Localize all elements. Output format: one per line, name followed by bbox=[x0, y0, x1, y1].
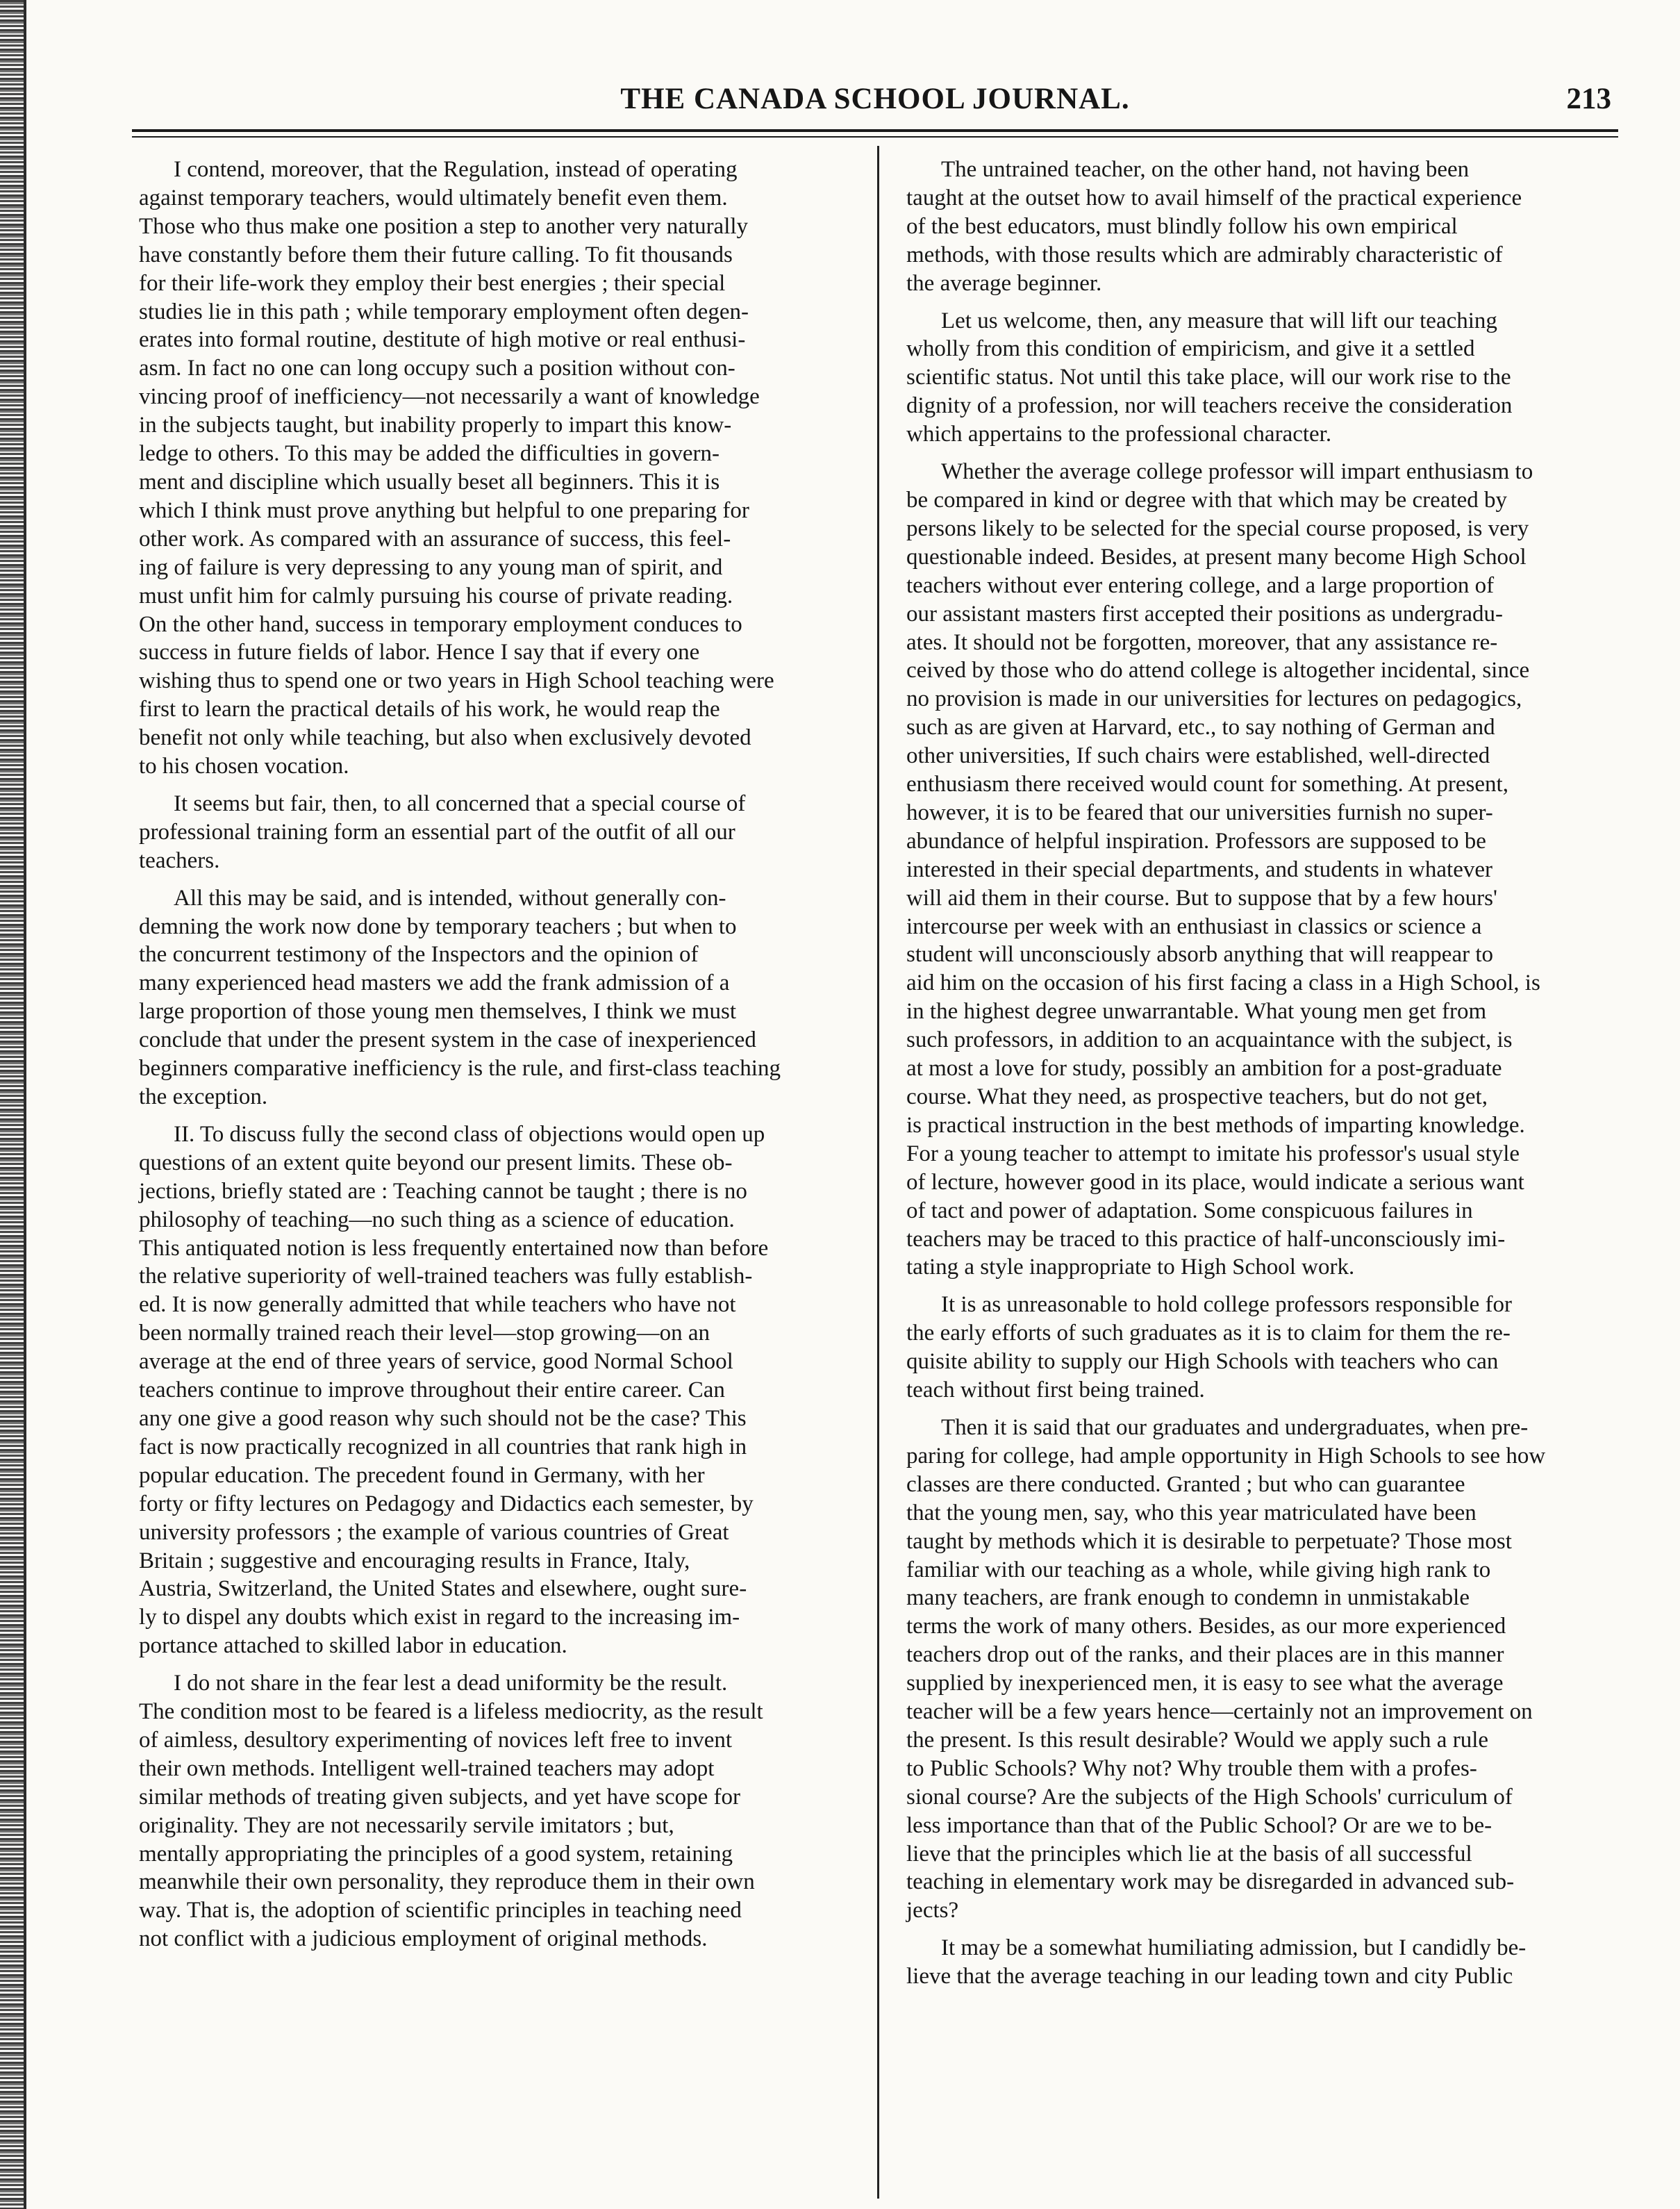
text-line: for their life-work they employ their best energies ; their special bbox=[139, 270, 726, 296]
paragraph bbox=[139, 790, 882, 875]
text-line: against temporary teachers, would ultimately benefit even them. bbox=[139, 185, 728, 210]
text-line: many teachers, are frank enough to condemn in unmistakable bbox=[906, 1585, 1470, 1611]
text-line: teachers drop out of the ranks, and their places are in this manner bbox=[906, 1642, 1504, 1668]
text-line: professional training form an essential part of the outfit of all our bbox=[139, 819, 735, 845]
text-line: ledge to others. To this may be added the difficulties in govern- bbox=[139, 441, 720, 467]
text-line: Then it is said that our graduates and undergraduates, when pre- bbox=[941, 1414, 1529, 1440]
text-line: the relative superiority of well-trained teachers was fully establish- bbox=[139, 1264, 753, 1289]
text-line: their own methods. Intelligent well-trained teachers may adopt bbox=[139, 1755, 715, 1781]
text-line: teach without first being trained. bbox=[906, 1377, 1205, 1403]
text-line: not conflict with a judicious employment of original methods. bbox=[139, 1926, 708, 1952]
text-line: have constantly before them their future calling. To fit thousands bbox=[139, 242, 733, 267]
text-line: taught by methods which it is desirable to perpetuate? Those most bbox=[906, 1528, 1512, 1554]
text-line: abundance of helpful inspiration. Professors are supposed to be bbox=[906, 828, 1486, 854]
paragraph bbox=[906, 1414, 1615, 1925]
text-line: the early efforts of such graduates as it is to claim for them the re- bbox=[906, 1321, 1511, 1346]
text-line: teachers. bbox=[139, 847, 220, 873]
text-line: Whether the average college professor will impart enthusiasm to bbox=[941, 459, 1533, 485]
text-line: It is as unreasonable to hold college professors responsible for bbox=[941, 1292, 1513, 1318]
text-line: Let us welcome, then, any measure that will lift our teaching bbox=[941, 308, 1497, 333]
text-line: paring for college, had ample opportunity in High Schools to see how bbox=[906, 1443, 1546, 1468]
text-line: vincing proof of inefficiency—not necessarily a want of knowledge bbox=[139, 384, 760, 410]
text-line: Those who thus make one position a step to another very naturally bbox=[139, 213, 749, 239]
text-line: teacher will be a few years hence—certainly not an improvement on bbox=[906, 1699, 1533, 1725]
text-line: jects? bbox=[906, 1898, 959, 1923]
text-line: such as are given at Harvard, etc., to say nothing of German and bbox=[906, 715, 1495, 741]
text-line: terms the work of many others. Besides, as our more experienced bbox=[906, 1614, 1506, 1639]
text-line: other universities, If such chairs were established, well-directed bbox=[906, 743, 1490, 769]
binding-shadow bbox=[24, 0, 26, 2209]
header-rule-thin bbox=[132, 136, 1618, 138]
text-line: studies lie in this path ; while temporary employment often degen- bbox=[139, 299, 749, 324]
text-line: II. To discuss fully the second class of objections would open up bbox=[174, 1121, 765, 1147]
text-line: university professors ; the example of various countries of Great bbox=[139, 1519, 729, 1545]
text-line: no provision is made in our universities for lectures on pedagogics, bbox=[906, 686, 1522, 712]
text-line: in the highest degree unwarrantable. What young men get from bbox=[906, 999, 1487, 1025]
text-line: mentally appropriating the principles of a good system, retaining bbox=[139, 1841, 733, 1867]
paragraph bbox=[139, 156, 882, 781]
paragraph bbox=[906, 458, 1615, 1282]
text-line: of the best educators, must blindly follow his own empirical bbox=[906, 213, 1458, 239]
paragraph bbox=[139, 1120, 882, 1660]
text-line: many experienced head masters we add the frank admission of a bbox=[139, 970, 730, 996]
text-line: Britain ; suggestive and encouraging results in France, Italy, bbox=[139, 1548, 690, 1573]
text-line: success in future fields of labor. Hence I say that if every one bbox=[139, 640, 700, 665]
text-line: however, it is to be feared that our universities furnish no super- bbox=[906, 800, 1493, 825]
book-binding-edge bbox=[0, 0, 24, 2209]
page-header bbox=[132, 78, 1618, 126]
text-line: average at the end of three years of service, good Normal School bbox=[139, 1349, 733, 1375]
text-line: wholly from this condition of empiricism, and give it a settled bbox=[906, 336, 1475, 362]
text-line: tating a style inappropriate to High School work. bbox=[906, 1255, 1355, 1280]
text-line: ceived by those who do attend college is altogether incidental, since bbox=[906, 658, 1530, 684]
right-column bbox=[906, 156, 1615, 2000]
text-line: familiar with our teaching as a whole, while giving high rank to bbox=[906, 1557, 1491, 1582]
text-line: other work. As compared with an assurance of success, this feel- bbox=[139, 526, 731, 552]
text-line: at most a love for study, possibly an ambition for a post-graduate bbox=[906, 1056, 1502, 1082]
text-line: sional course? Are the subjects of the High Schools' curriculum of bbox=[906, 1784, 1513, 1810]
text-line: teaching in elementary work may be disregarded in advanced sub- bbox=[906, 1869, 1515, 1895]
text-line: similar methods of treating given subjects, and yet have scope for bbox=[139, 1784, 741, 1810]
text-line: is practical instruction in the best methods of imparting knowledge. bbox=[906, 1112, 1525, 1138]
text-line: jections, briefly stated are : Teaching cannot be taught ; there is no bbox=[139, 1178, 747, 1204]
text-line: popular education. The precedent found in Germany, with her bbox=[139, 1462, 705, 1488]
text-line: I do not share in the fear lest a dead uniformity be the result. bbox=[174, 1671, 728, 1696]
text-line: ed. It is now generally admitted that while teachers who have not bbox=[139, 1292, 736, 1318]
text-line: that the young men, say, who this year matriculated have been bbox=[906, 1500, 1477, 1525]
text-line: which appertains to the professional character. bbox=[906, 422, 1332, 447]
text-line: teachers without ever entering college, and a large proportion of bbox=[906, 572, 1495, 598]
text-line: The condition most to be feared is a lifeless mediocrity, as the result bbox=[139, 1699, 763, 1725]
text-line: Austria, Switzerland, the United States and elsewhere, ought sure- bbox=[139, 1576, 747, 1602]
text-line: wishing thus to spend one or two years in High School teaching were bbox=[139, 668, 774, 694]
text-line: student will unconsciously absorb anything that will reappear to bbox=[906, 942, 1493, 968]
text-line: classes are there conducted. Granted ; but who can guarantee bbox=[906, 1471, 1465, 1497]
text-line: way. That is, the adoption of scientific principles in teaching need bbox=[139, 1898, 742, 1923]
paragraph bbox=[906, 307, 1615, 449]
text-line: any one give a good reason why such should not be the case? This bbox=[139, 1405, 747, 1431]
text-line: questionable indeed. Besides, at present many become High School bbox=[906, 544, 1527, 570]
text-line: persons likely to be selected for the special course proposed, is very bbox=[906, 515, 1529, 541]
text-line: supplied by inexperienced men, it is easy to see what the average bbox=[906, 1671, 1504, 1696]
paragraph bbox=[906, 1291, 1615, 1405]
text-line: conclude that under the present system in the case of inexperienced bbox=[139, 1027, 756, 1053]
text-line: interested in their special departments, and students in whatever bbox=[906, 857, 1492, 882]
header-rule-thick bbox=[132, 129, 1618, 132]
text-line: the present. Is this result desirable? Would we apply such a rule bbox=[906, 1727, 1489, 1753]
text-line: ment and discipline which usually beset all beginners. This it is bbox=[139, 469, 720, 495]
text-line: the average beginner. bbox=[906, 270, 1102, 296]
text-line: must unfit him for calmly pursuing his course of private reading. bbox=[139, 583, 733, 609]
text-line: of lecture, however good in its place, would indicate a serious want bbox=[906, 1169, 1524, 1195]
text-line: dignity of a profession, nor will teachers receive the consideration bbox=[906, 393, 1513, 419]
text-line: be compared in kind or degree with that which may be created by bbox=[906, 487, 1508, 513]
text-line: will aid them in their course. But to suppose that by a few hours' bbox=[906, 885, 1497, 911]
text-line: of aimless, desultory experimenting of novices left free to invent bbox=[139, 1727, 733, 1753]
text-line: It may be a somewhat humiliating admission, but I candidly be- bbox=[941, 1935, 1527, 1961]
text-line: On the other hand, success in temporary employment conduces to bbox=[139, 611, 742, 637]
text-line: which I think must prove anything but helpful to one preparing for bbox=[139, 497, 749, 523]
page-number: 213 bbox=[1566, 83, 1611, 115]
text-line: portance attached to skilled labor in education. bbox=[139, 1633, 567, 1659]
paragraph bbox=[139, 884, 882, 1111]
text-line: forty or fifty lectures on Pedagogy and Didactics each semester, by bbox=[139, 1491, 754, 1516]
text-line: lieve that the principles which lie at the basis of all successful bbox=[906, 1841, 1472, 1867]
text-line: demning the work now done by temporary teachers ; but when to bbox=[139, 913, 737, 939]
text-line: teachers continue to improve throughout their entire career. Can bbox=[139, 1377, 725, 1403]
text-line: large proportion of those young men themselves, I think we must bbox=[139, 999, 736, 1025]
text-line: our assistant masters first accepted their positions as undergradu- bbox=[906, 601, 1503, 627]
text-line: questions of an extent quite beyond our present limits. These ob- bbox=[139, 1150, 733, 1175]
journal-title: THE CANADA SCHOOL JOURNAL. bbox=[620, 83, 1130, 115]
text-line: in the subjects taught, but inability properly to impart this know- bbox=[139, 413, 732, 438]
text-line: less importance than that of the Public School? Or are we to be- bbox=[906, 1812, 1492, 1838]
text-line: The untrained teacher, on the other hand, not having been bbox=[941, 157, 1470, 182]
column-divider bbox=[877, 146, 879, 2199]
text-line: lieve that the average teaching in our leading town and city Public bbox=[906, 1964, 1513, 1989]
text-line: such professors, in addition to an acquaintance with the subject, is bbox=[906, 1027, 1513, 1053]
text-line: the concurrent testimony of the Inspectors and the opinion of bbox=[139, 942, 699, 968]
text-line: I contend, moreover, that the Regulation, instead of operating bbox=[174, 157, 738, 182]
text-line: intercourse per week with an enthusiast in classics or science a bbox=[906, 913, 1482, 939]
text-line: beginners comparative inefficiency is the rule, and first-class teaching bbox=[139, 1056, 781, 1082]
text-line: to his chosen vocation. bbox=[139, 754, 349, 779]
text-line: aid him on the occasion of his first facing a class in a High School, is bbox=[906, 970, 1540, 996]
text-line: teachers may be traced to this practice of half-unconsciously imi- bbox=[906, 1226, 1506, 1252]
paragraph bbox=[906, 1934, 1615, 1991]
text-line: ing of failure is very depressing to any young man of spirit, and bbox=[139, 554, 723, 580]
text-line: fact is now practically recognized in all countries that rank high in bbox=[139, 1434, 747, 1459]
text-line: This antiquated notion is less frequently entertained now than before bbox=[139, 1235, 769, 1261]
left-column bbox=[139, 156, 882, 1962]
text-line: meanwhile their own personality, they reproduce them in their own bbox=[139, 1869, 755, 1895]
text-line: scientific status. Not until this take place, will our work rise to the bbox=[906, 365, 1511, 390]
text-line: It seems but fair, then, to all concerned that a special course of bbox=[174, 791, 746, 816]
text-line: course. What they need, as prospective teachers, but do not get, bbox=[906, 1084, 1488, 1109]
text-line: originality. They are not necessarily servile imitators ; but, bbox=[139, 1812, 674, 1838]
text-line: to Public Schools? Why not? Why trouble them with a profes- bbox=[906, 1755, 1477, 1781]
text-line: erates into formal routine, destitute of high motive or real enthusi- bbox=[139, 327, 746, 353]
text-line: of tact and power of adaptation. Some conspicuous failures in bbox=[906, 1198, 1473, 1223]
text-line: enthusiasm there received would count for something. At present, bbox=[906, 772, 1508, 797]
text-line: first to learn the practical details of his work, he would reap the bbox=[139, 697, 720, 722]
text-line: taught at the outset how to avail himself of the practical experience bbox=[906, 185, 1522, 210]
text-line: ly to dispel any doubts which exist in regard to the increasing im- bbox=[139, 1605, 740, 1630]
text-line: asm. In fact no one can long occupy such a position without con- bbox=[139, 356, 735, 381]
text-line: been normally trained reach their level—stop growing—on an bbox=[139, 1321, 710, 1346]
text-line: benefit not only while teaching, but also when exclusively devoted bbox=[139, 725, 751, 751]
text-line: the exception. bbox=[139, 1084, 268, 1109]
text-line: For a young teacher to attempt to imitate his professor's usual style bbox=[906, 1141, 1520, 1166]
paragraph bbox=[906, 156, 1615, 298]
text-line: philosophy of teaching—no such thing as a science of education. bbox=[139, 1207, 735, 1232]
text-line: All this may be said, and is intended, without generally con- bbox=[174, 885, 726, 911]
text-line: methods, with those results which are admirably characteristic of bbox=[906, 242, 1503, 267]
text-line: ates. It should not be forgotten, moreover, that any assistance re- bbox=[906, 629, 1498, 655]
text-line: quisite ability to supply our High Schools with teachers who can bbox=[906, 1349, 1499, 1375]
paragraph bbox=[139, 1669, 882, 1953]
